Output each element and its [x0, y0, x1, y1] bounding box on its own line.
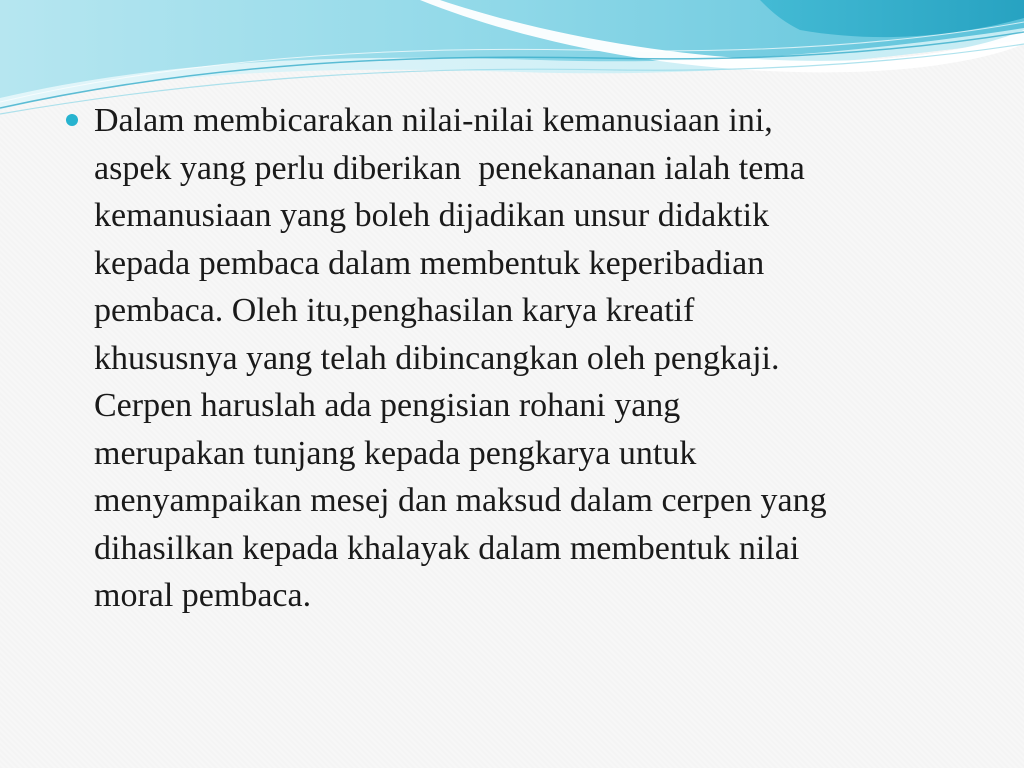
text-line: Dalam membicarakan nilai-nilai kemanusiaan ini,	[94, 102, 773, 139]
text-line: aspek yang perlu diberikan penekananan ialah tema	[94, 149, 805, 187]
text-line: moral pembaca.	[94, 577, 312, 614]
bullet-item	[62, 97, 982, 620]
text-line: menyampaikan mesej dan maksud dalam cerpen yang	[94, 482, 827, 519]
bullet-text	[94, 97, 982, 620]
text-line: pembaca. Oleh itu,penghasilan karya kreatif	[94, 292, 695, 329]
content-area	[62, 97, 982, 620]
text-line: Cerpen haruslah ada pengisian rohani yang	[94, 387, 681, 424]
text-line: khususnya yang telah dibincangkan oleh pengkaji.	[94, 339, 780, 377]
text-line: dihasilkan kepada khalayak dalam membentuk nilai	[94, 529, 800, 567]
text-line: kemanusiaan yang boleh dijadikan unsur didaktik	[94, 197, 770, 234]
text-line: kepada pembaca dalam membentuk keperibadian	[94, 244, 765, 282]
text-line: merupakan tunjang kepada pengkarya untuk	[94, 434, 697, 472]
bullet-dot-icon	[66, 114, 78, 126]
